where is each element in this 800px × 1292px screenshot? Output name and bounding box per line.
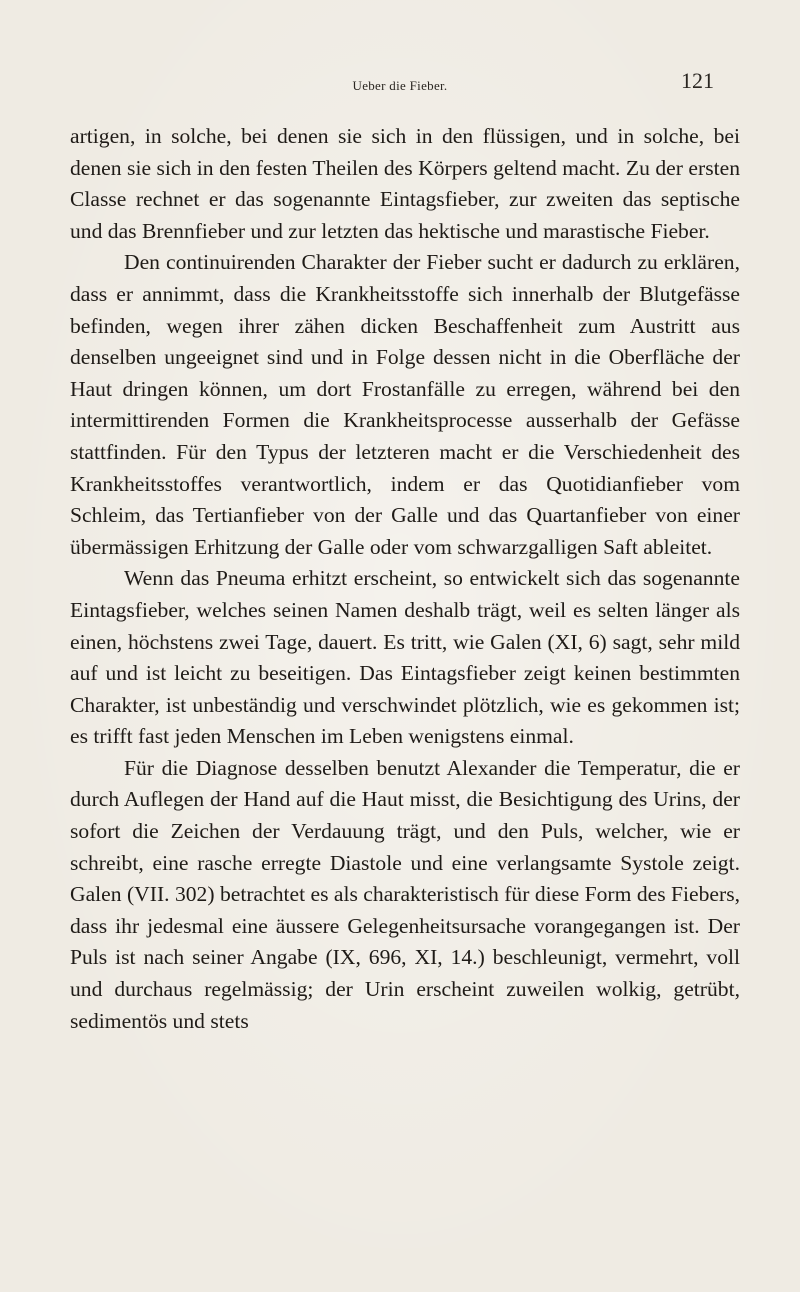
page-number: 121 — [681, 68, 714, 93]
paragraph: Wenn das Pneuma erhitzt erscheint, so entwickelt sich das sogenannte Eintagsfieber, welches seinen Namen deshalb trägt, weil es selten länger als einen, höchstens zwei Tage, dauert. Es tritt, wie Galen (XI, 6) sagt, sehr mild auf und ist leicht zu beseitigen. Das Eintagsfieber zeigt keinen bestimmten Charakter, ist unbeständig und verschwindet plötzlich, wie es gekommen ist; es trifft fast jeden Menschen im Leben wenigstens einmal. — [70, 566, 740, 749]
body-text — [70, 121, 740, 1037]
running-title: Ueber die Fieber. — [352, 78, 448, 93]
paragraph-continuation: artigen, in solche, bei denen sie sich in den flüssigen, und in solche, bei denen sie sich in den festen Theilen des Körpers geltend macht. Zu der ersten Classe rechnet er das sogenannte Eintagsfieber, zur zweiten das septische und das Brennfieber und zur letzten das hektische und marastische Fieber. — [70, 124, 740, 243]
paragraph: Den continuirenden Charakter der Fieber sucht er dadurch zu erklären, dass er annimmt, dass die Krankheitsstoffe sich innerhalb der Blutgefässe befinden, wegen ihrer zähen dicken Beschaffenheit zum Austritt aus denselben ungeeignet sind und in Folge dessen nicht in die Oberfläche der Haut dringen können, um dort Frostanfälle zu erregen, während bei den intermittirenden Formen die Krankheitsprocesse ausserhalb der Gefässe stattfinden. Für den Typus der letzteren macht er die Verschiedenheit des Krankheitsstoffes verantwortlich, indem er das Quotidianfieber vom Schleim, das Tertianfieber von der Galle und das Quartanfieber von einer übermässigen Erhitzung der Galle oder vom schwarzgalligen Saft ableitet. — [70, 250, 740, 559]
paragraph: Für die Diagnose desselben benutzt Alexander die Temperatur, die er durch Auflegen der Hand auf die Haut misst, die Besichtigung des Urins, der sofort die Zeichen der Verdauung trägt, und den Puls, welcher, wie er schreibt, eine rasche erregte Diastole und eine verlangsamte Systole zeigt. Galen (VII. 302) betrachtet es als charakteristisch für diese Form des Fiebers, dass ihr jedesmal eine äussere Gelegenheitsursache vorangegangen ist. Der Puls ist nach seiner Angabe (IX, 696, XI, 14.) beschleunigt, vermehrt, voll und durchaus regelmässig; der Urin erscheint zuweilen wolkig, getrübt, sedimentös und stets — [70, 755, 740, 1033]
